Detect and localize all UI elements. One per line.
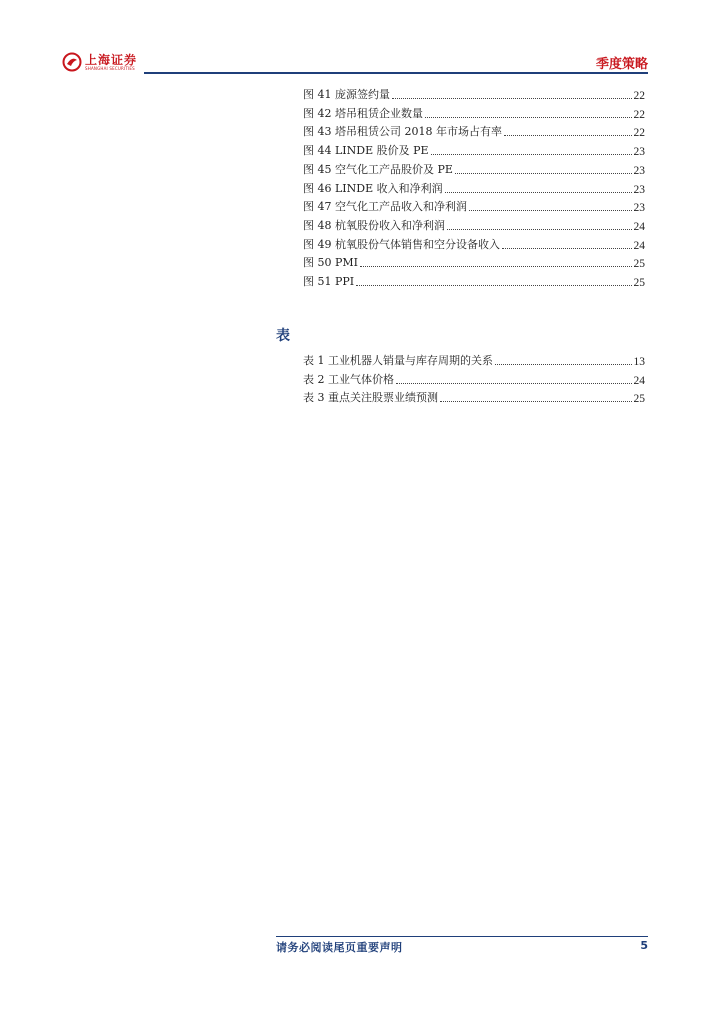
- toc-entry-label: 表 2 工业气体价格: [303, 372, 394, 386]
- toc-entry-label: 图 48 杭氧股份收入和净利润: [303, 218, 445, 232]
- logo-text-en: SHANGHAI SECURITIES: [85, 65, 135, 71]
- toc-entry[interactable]: [303, 254, 645, 270]
- toc-entry-label: 表 1 工业机器人销量与库存周期的关系: [303, 354, 493, 367]
- toc-entry-page: 25: [633, 393, 645, 406]
- toc-entry[interactable]: [303, 198, 645, 214]
- toc-dot-leader: [360, 265, 632, 267]
- toc-entry-page: 23: [633, 183, 645, 196]
- report-type-title: 季度策略: [595, 57, 648, 72]
- toc-entry-page: 25: [633, 277, 645, 289]
- page-number: 5: [640, 939, 648, 952]
- toc-dot-leader: [392, 97, 632, 99]
- toc-dot-leader: [425, 116, 632, 118]
- page-header: [62, 46, 648, 76]
- toc-dot-leader: [445, 191, 632, 193]
- toc-entry-page: 25: [633, 258, 645, 271]
- toc-entry-label: 图 50 PMI: [303, 256, 358, 270]
- toc-entry-page: 24: [633, 374, 645, 387]
- header-rule: [144, 72, 648, 74]
- toc-dot-leader: [502, 247, 632, 249]
- toc-entry-label: 图 44 LINDE 股价及 PE: [303, 144, 429, 158]
- toc-entry[interactable]: [303, 389, 645, 405]
- toc-dot-leader: [396, 382, 632, 384]
- toc-entry-label: 图 47 空气化工产品收入和净利润: [303, 200, 467, 214]
- toc-entry-page: 24: [633, 239, 645, 252]
- toc-dot-leader: [495, 363, 632, 365]
- toc-dot-leader: [447, 228, 632, 230]
- toc-entry-page: 22: [633, 108, 645, 121]
- toc-entry-label: 图 51 PPI: [303, 275, 355, 288]
- toc-dot-leader: [440, 400, 632, 402]
- toc-entry-page: 22: [633, 90, 645, 102]
- toc-entry[interactable]: [303, 273, 645, 289]
- toc-dot-leader: [455, 172, 632, 174]
- toc-entry[interactable]: [303, 217, 645, 233]
- logo-text-cn: 上海证券: [85, 52, 138, 67]
- toc-entry[interactable]: [303, 123, 645, 139]
- toc-entry-label: 表 3 重点关注股票业绩预测: [303, 391, 438, 405]
- company-logo: [62, 52, 137, 72]
- toc-entry-label: 图 42 塔吊租赁企业数量: [303, 106, 423, 120]
- toc-dot-leader: [504, 134, 632, 136]
- toc-entry[interactable]: [303, 371, 645, 387]
- toc-entry[interactable]: [303, 161, 645, 177]
- footer-rule: [276, 936, 648, 937]
- toc-entry[interactable]: [303, 236, 645, 252]
- toc-entry[interactable]: [303, 86, 645, 102]
- toc-entry[interactable]: [303, 180, 645, 196]
- toc-entry-page: 23: [633, 202, 645, 215]
- toc-entry-page: 24: [633, 220, 645, 233]
- logo-emblem-icon: [62, 52, 82, 72]
- toc-dot-leader: [356, 284, 631, 286]
- toc-entry[interactable]: [303, 105, 645, 121]
- toc-entry[interactable]: [303, 352, 645, 368]
- tables-section-title: 表: [276, 328, 290, 344]
- toc-entry-page: 22: [633, 127, 645, 140]
- footer-disclaimer-notice: 请务必阅读尾页重要声明: [276, 941, 403, 954]
- toc-entry-label: 图 41 庞源签约量: [303, 88, 390, 101]
- toc-dot-leader: [469, 209, 632, 211]
- toc-entry[interactable]: [303, 142, 645, 158]
- toc-dot-leader: [431, 153, 632, 155]
- toc-entry-page: 23: [633, 146, 645, 159]
- toc-entry-page: 23: [633, 164, 645, 177]
- toc-entry-label: 图 46 LINDE 收入和净利润: [303, 181, 443, 195]
- toc-entry-label: 图 49 杭氧股份气体销售和空分设备收入: [303, 237, 500, 251]
- toc-entry-page: 13: [633, 356, 645, 368]
- toc-entry-label: 图 45 空气化工产品股价及 PE: [303, 162, 453, 176]
- toc-entry-label: 图 43 塔吊租赁公司 2018 年市场占有率: [303, 125, 502, 139]
